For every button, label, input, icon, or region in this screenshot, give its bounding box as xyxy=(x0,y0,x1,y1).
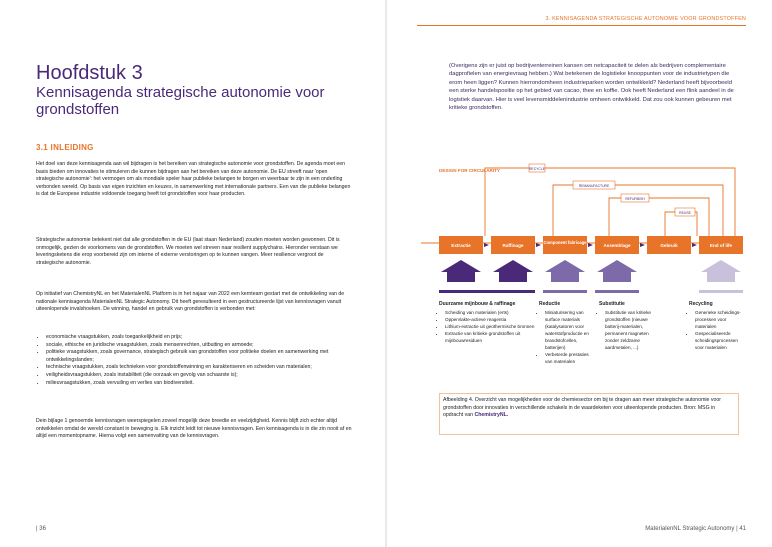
running-header: 3. KENNISAGENDA STRATEGISCHE AUTONOMIE VOOR GRONDSTOFFEN xyxy=(545,16,746,22)
column-substitution xyxy=(599,301,657,351)
list-item: • economische vraagstukken, zoals toegankelijkheid en prijs; xyxy=(46,334,362,342)
arrow-substitution xyxy=(597,260,637,282)
remanufacture-label: REMANUFACTURE xyxy=(578,184,610,188)
caption-text: Afbeelding 4. Overzicht van mogelijkheden voor de chemiesector om bij te dragen aan meer strategische autonomie voor grondstoffen door innovaties in verschillende schakels in de waardeketen voor uiteenlopende producten. Bron: MSG in opdracht van xyxy=(443,397,721,419)
column-heading: Substitutie xyxy=(599,301,625,307)
left-page xyxy=(0,0,385,547)
step-label: Gebruik xyxy=(660,243,678,248)
step-end-of-life xyxy=(699,236,743,254)
page-number-right: MaterialenNL Strategic Autonomy | 41 xyxy=(645,526,746,532)
reuse-label: REUSE xyxy=(679,211,691,215)
list-item: • veiligheidsvraagstukken, zoals instabiliteit (die oorzaak en gevolg van schaarste is); xyxy=(46,372,362,380)
chapter-subtitle: Kennisagenda strategische autonomie voor grondstoffen xyxy=(36,84,325,118)
column-mining xyxy=(439,301,539,344)
intro-paragraph: (Overigens zijn er juist op bedrijventerreinen kansen om netcapaciteit te delen als bedrijven complementaire dagprofielen van energievraag hebben.) Wat betekenen de logistieke knooppunten voor de industrietypen die erom heen liggen? Kunnen hierrondomheen industrieparken worden ontwikkeld? Nederland heeft bijvoorbeeld een sterke handelspositie op het gebied van cacao, thee en koffie. Ook heeft Nederland een flink aandeel in de logistiek daarvan. Hier is veel levensmiddelenindustrie omheen ontwikkeld. Dat zou ook kunnen gebeuren met kritieke grondstoffen. xyxy=(449,63,734,112)
list-item: • sociale, ethische en juridische vraagstukken, zoals mensenrechten, uitbuiting en armoede; xyxy=(46,342,362,350)
list-item: • Lithium-extractie uit geothermische bronnen xyxy=(445,323,539,330)
recycle-label: RECYCLE xyxy=(528,167,546,171)
step-gebruik xyxy=(647,236,691,254)
arrow-recycling xyxy=(701,260,741,282)
design-label: DESIGN FOR CIRCULARITY xyxy=(439,168,500,173)
step-label: Raffinage xyxy=(502,243,524,248)
list-item: • Generieke scheidings-processen voor materialen xyxy=(695,309,747,330)
paragraph-1: Het doel van deze kennisagenda aan wil bijdragen is het bereiken van strategische autonomie voor grondstoffen. De agenda moet een basis bieden om innovaties te stimuleren die kunnen bijdragen aan het bereiken van deze autonomie. De EU streeft naar 'open strategische autonomie': het vermogen om als mondiale speler haar publieke belangen te borgen en weerbaar te zijn in een onderling verbonden wereld. Op basis van eigen inzichten en keuzes, in samenwerking met internationale partners. Een van die publieke belangen is dat de Europese industrie voldoende toegang heeft tot grondstoffen voor haar producten. xyxy=(36,161,351,198)
closing-paragraph: Dein bijlage 1 genoemde kennisvragen weerspiegelen zoveel mogelijk deze breedte en veelzijdigheid. Kennis blijft zich echter altijd ontwikkelen omdat de wereld constant in beweging is. Elk inzicht leidt tot nieuwe kennisvragen. Een kennisagenda is in die zin nooit af en altijd een momentopname. Hierna volgt een samenvatting van de kennisvragen. xyxy=(36,418,352,440)
figure-caption xyxy=(443,397,735,420)
step-raffinage xyxy=(491,236,535,254)
column-recycling xyxy=(689,301,747,351)
section-heading: 3.1 INLEIDING xyxy=(36,143,94,152)
arrow-mining xyxy=(441,260,481,282)
column-heading: Duurzame mijnbouw & raffinage xyxy=(439,301,516,307)
step-label: End of life xyxy=(709,243,733,248)
column-heading: Recycling xyxy=(689,301,713,307)
step-label: Extractie xyxy=(451,243,471,248)
step-label: Assemblage xyxy=(603,243,631,248)
caption-source: ChemistryNL. xyxy=(474,412,509,419)
contribution-arrows xyxy=(441,260,741,282)
column-reduction xyxy=(539,301,595,365)
list-item: • Oppervlakte-actieve reagentia xyxy=(445,316,539,323)
chapter-title: Hoofdstuk 3 xyxy=(36,62,143,84)
loop-lines xyxy=(421,168,735,243)
value-chain-diagram xyxy=(387,0,772,547)
step-label: Component fabricage xyxy=(543,240,587,245)
list-item: • Verbeterde prestaties van materialen xyxy=(545,351,595,365)
list-item: • Scheiding van materialen (erts) xyxy=(445,309,539,316)
list-item: • Miniaturisering van surface materials (katalysatoren voor waterstofproductie en brandstofcellen, batterijen) xyxy=(545,309,595,351)
refurbish-label: REFURBISH xyxy=(625,197,645,201)
right-page xyxy=(387,0,772,547)
list-item: • Extractie van kritieke grondstoffen uit mijnbouwresiduen xyxy=(445,330,539,344)
list-item: • Substitutie van kritieke grondstoffen (nieuwe batterij-materialen, permanent magneten zonder zeldzame aardmetalen, ...) xyxy=(605,309,657,351)
step-component-fabricage xyxy=(543,236,587,254)
list-item: • politieke vraagstukken, zoals governance, strategisch gebruik van grondstoffen voor politieke doelen en samenwerking met ontwikkelingslanden; xyxy=(46,349,362,364)
list-item: • milieuvraagstukken, zoals vervuiling en verlies van biodiversiteit. xyxy=(46,380,362,388)
arrow-reduction xyxy=(545,260,585,282)
paragraph-3: Op initiatief van ChemistryNL en het MaterialenNL Platform is in het najaar van 2022 een kernteam gestart met de ontwikkeling van de nationale kennisagenda MaterialenNL Strategic Autonomy. Dit heeft geresulteerd in een gestructureerde lijst van kennisvragen vanuit uiteenlopende invalshoeken. De winning, handel en gebruik van grondstoffen is verbonden met: xyxy=(36,291,345,313)
paragraph-2: Strategische autonomie betekent niet dat alle grondstoffen in de EU (laat staan Nederland) zouden moeten worden gewonnen. Dit is onmogelijk, gezien de voorkomens van de grondstoffen. We moeten wel streven naar resilient supplychains. Hieronder verstaan we leveringsketens die erop voorbereid zijn om interne of externe verstoringen op te kunnen vangen. Meer resilience vergroot de strategische autonomie. xyxy=(36,237,340,266)
arrow-refining xyxy=(493,260,533,282)
page-number-left: | 36 xyxy=(36,526,46,532)
step-extractie xyxy=(439,236,483,254)
column-heading: Reductie xyxy=(539,301,561,307)
category-underlines xyxy=(439,290,743,293)
bullet-list xyxy=(36,334,362,387)
list-item: • Gespecialiseerde scheidingsprocessen voor materialen xyxy=(695,330,747,351)
list-item: • technische vraagstukken, zoals technieken voor grondstoffenwinning en karakteriseren en scheiden van materialen; xyxy=(46,364,362,372)
step-assemblage xyxy=(595,236,639,254)
